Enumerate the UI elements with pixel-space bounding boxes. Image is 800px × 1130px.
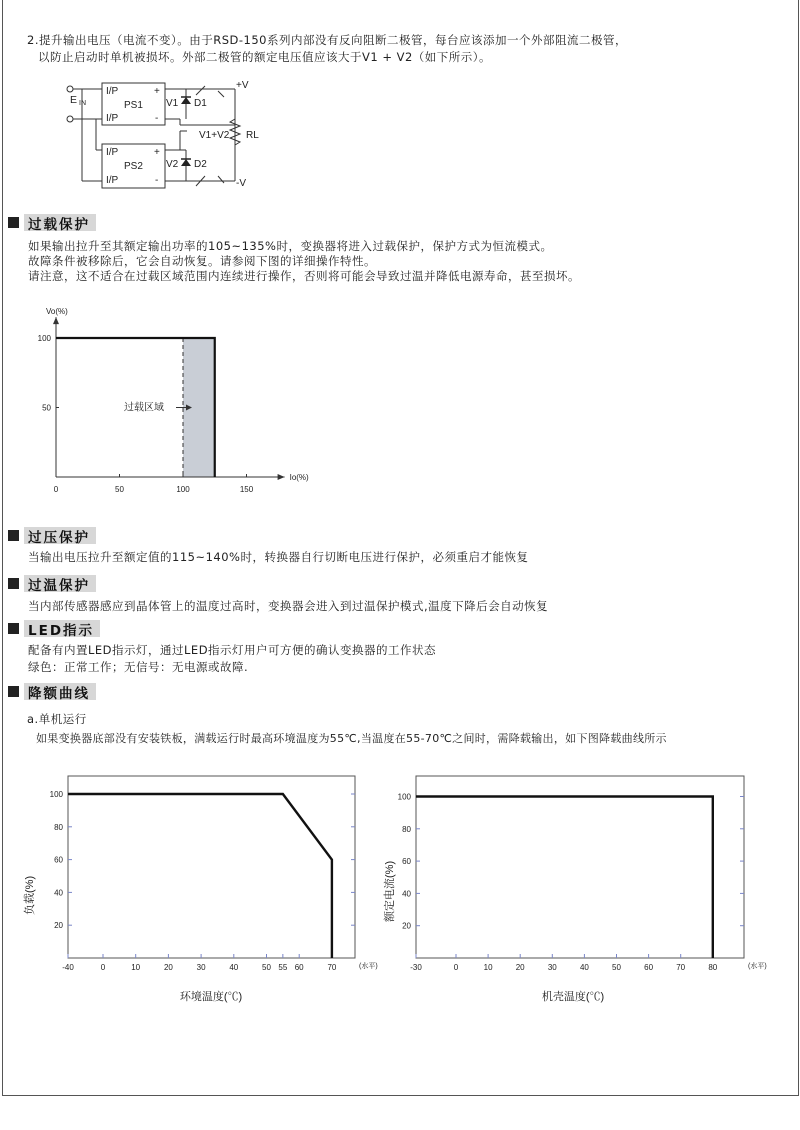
x-tick-label: 55 — [278, 963, 288, 972]
d2-label: D2 — [194, 159, 207, 170]
rl-label: RL — [246, 130, 259, 141]
x-tick-label: 20 — [163, 963, 173, 972]
ps2-label: PS2 — [124, 161, 143, 172]
x-tick-label: 100 — [176, 485, 190, 494]
ps1-plus: + — [154, 86, 160, 97]
ps1-ip-top: I/P — [106, 86, 119, 97]
ps1-ip-bottom: I/P — [106, 113, 119, 124]
x-tick-label: 10 — [131, 963, 141, 972]
y-tick-label: 50 — [42, 403, 51, 413]
x-tick-label: 50 — [262, 963, 271, 972]
section-overtemp-title: 过温保护 — [24, 575, 96, 592]
y-tick-label: 60 — [54, 855, 63, 865]
section-derating-title: 降额曲线 — [24, 683, 96, 700]
overload-region-label: 过载区域 — [124, 402, 164, 414]
overload-text-line2: 故障条件被移除后，它会自动恢复。请参阅下图的详细操作特性。 — [28, 254, 376, 268]
y-axis-label: 额定电流(%) — [384, 860, 396, 922]
x-tick-label: 10 — [483, 963, 493, 972]
derating-text: 如果变换器底部没有安装铁板，满载运行时最高环境温度为55℃,当温度在55-70℃之间时，需降载输出，如下图降载曲线所示 — [36, 732, 667, 745]
section-led-title: LED指示 — [24, 620, 100, 637]
x-tick-label: 0 — [453, 963, 459, 972]
x-tick-label: 40 — [579, 963, 589, 972]
overtemp-text: 当内部传感器感应到晶体管上的温度过高时，变换器会进入到过温保护模式,温度下降后会自动恢复 — [28, 599, 549, 613]
y-tick-label: 100 — [397, 792, 411, 802]
ps2-ip-bottom: I/P — [106, 175, 119, 186]
boost-text-line2: 以防止启动时单机被损坏。外部二极管的额定电压值应该大于V1 + V2（如下所示）。 — [38, 50, 492, 64]
y-tick-label: 80 — [402, 824, 411, 834]
y-tick-label: 40 — [54, 888, 63, 898]
x-axis-label: 环境温度(℃) — [179, 991, 243, 1003]
x-tick-label: 60 — [644, 963, 654, 972]
derating-line — [416, 797, 713, 959]
x-tick-label: 70 — [676, 963, 686, 972]
ein-sub-label: IN — [79, 100, 86, 107]
x-tick-label: 60 — [294, 963, 304, 972]
y-tick-label: 20 — [402, 921, 411, 931]
x-tick-label: 40 — [229, 963, 239, 972]
v1-label: V1 — [166, 98, 179, 109]
overload-text-line3: 请注意，这不适合在过载区域范围内连续进行操作，否则将可能会导致过温并降低电源寿命，甚至损坏。 — [28, 269, 580, 283]
overvoltage-text: 当输出电压拉升至额定值的115~140%时，转换器自行切断电压进行保护，必须重启才能恢复 — [28, 550, 529, 564]
x-unit-label: (水平) — [359, 963, 378, 970]
boost-text-line1: 2.提升输出电压（电流不变）。由于RSD-150系列内部没有反向阻断二极管，每台应该添加一个外部阻流二极管， — [27, 33, 627, 47]
vsum-label: V1+V2 — [199, 130, 230, 141]
ein-label: E — [70, 94, 78, 106]
x-tick-label: 0 — [53, 485, 59, 494]
derating-subtitle: a.单机运行 — [27, 712, 87, 726]
section-overload-title: 过载保护 — [24, 214, 96, 231]
y-tick-label: 40 — [402, 889, 411, 899]
led-text-line2: 绿色：正常工作；无信号：无电源或故障. — [28, 660, 249, 674]
x-tick-label: -30 — [410, 963, 422, 972]
positive-output-label: +V — [236, 80, 249, 91]
ps2-minus: - — [155, 175, 159, 186]
ps1-label: PS1 — [124, 100, 143, 111]
x-axis-label: Io(%) — [289, 473, 309, 482]
y-axis-label: 负载(%) — [24, 875, 36, 915]
x-axis-label: 机壳温度(℃) — [541, 991, 605, 1003]
ps2-ip-top: I/P — [106, 147, 119, 158]
y-tick-label: 20 — [54, 921, 63, 931]
y-tick-label: 60 — [402, 857, 411, 867]
x-tick-label: 80 — [708, 963, 718, 972]
x-unit-label: (水平) — [748, 963, 767, 970]
y-tick-label: 100 — [49, 790, 63, 799]
x-tick-label: 30 — [196, 963, 206, 972]
ps1-minus: - — [155, 113, 159, 124]
overload-text-line1: 如果输出拉升至其额定输出功率的105~135%时，变换器将进入过载保护，保护方式为恒流模式。 — [28, 239, 553, 253]
y-axis-label: Vo(%) — [46, 307, 68, 317]
x-tick-label: 150 — [239, 485, 254, 494]
x-tick-label: -40 — [62, 963, 74, 972]
x-tick-label: 70 — [327, 963, 337, 972]
y-tick-label: 80 — [54, 822, 63, 832]
x-tick-label: 20 — [515, 963, 525, 972]
plot-frame — [416, 776, 744, 958]
negative-output-label: -V — [236, 178, 246, 189]
x-tick-label: 50 — [612, 963, 621, 972]
led-text-line1: 配备有内置LED指示灯，通过LED指示灯用户可方便的确认变换器的工作状态 — [28, 643, 437, 657]
x-tick-label: 50 — [115, 485, 124, 494]
y-tick-label: 100 — [37, 334, 51, 343]
section-overvoltage-title: 过压保护 — [24, 527, 96, 544]
ps2-plus: + — [154, 147, 160, 158]
x-tick-label: 30 — [547, 963, 557, 972]
x-tick-label: 0 — [100, 963, 106, 972]
d1-label: D1 — [194, 98, 207, 109]
v2-label: V2 — [166, 159, 179, 170]
